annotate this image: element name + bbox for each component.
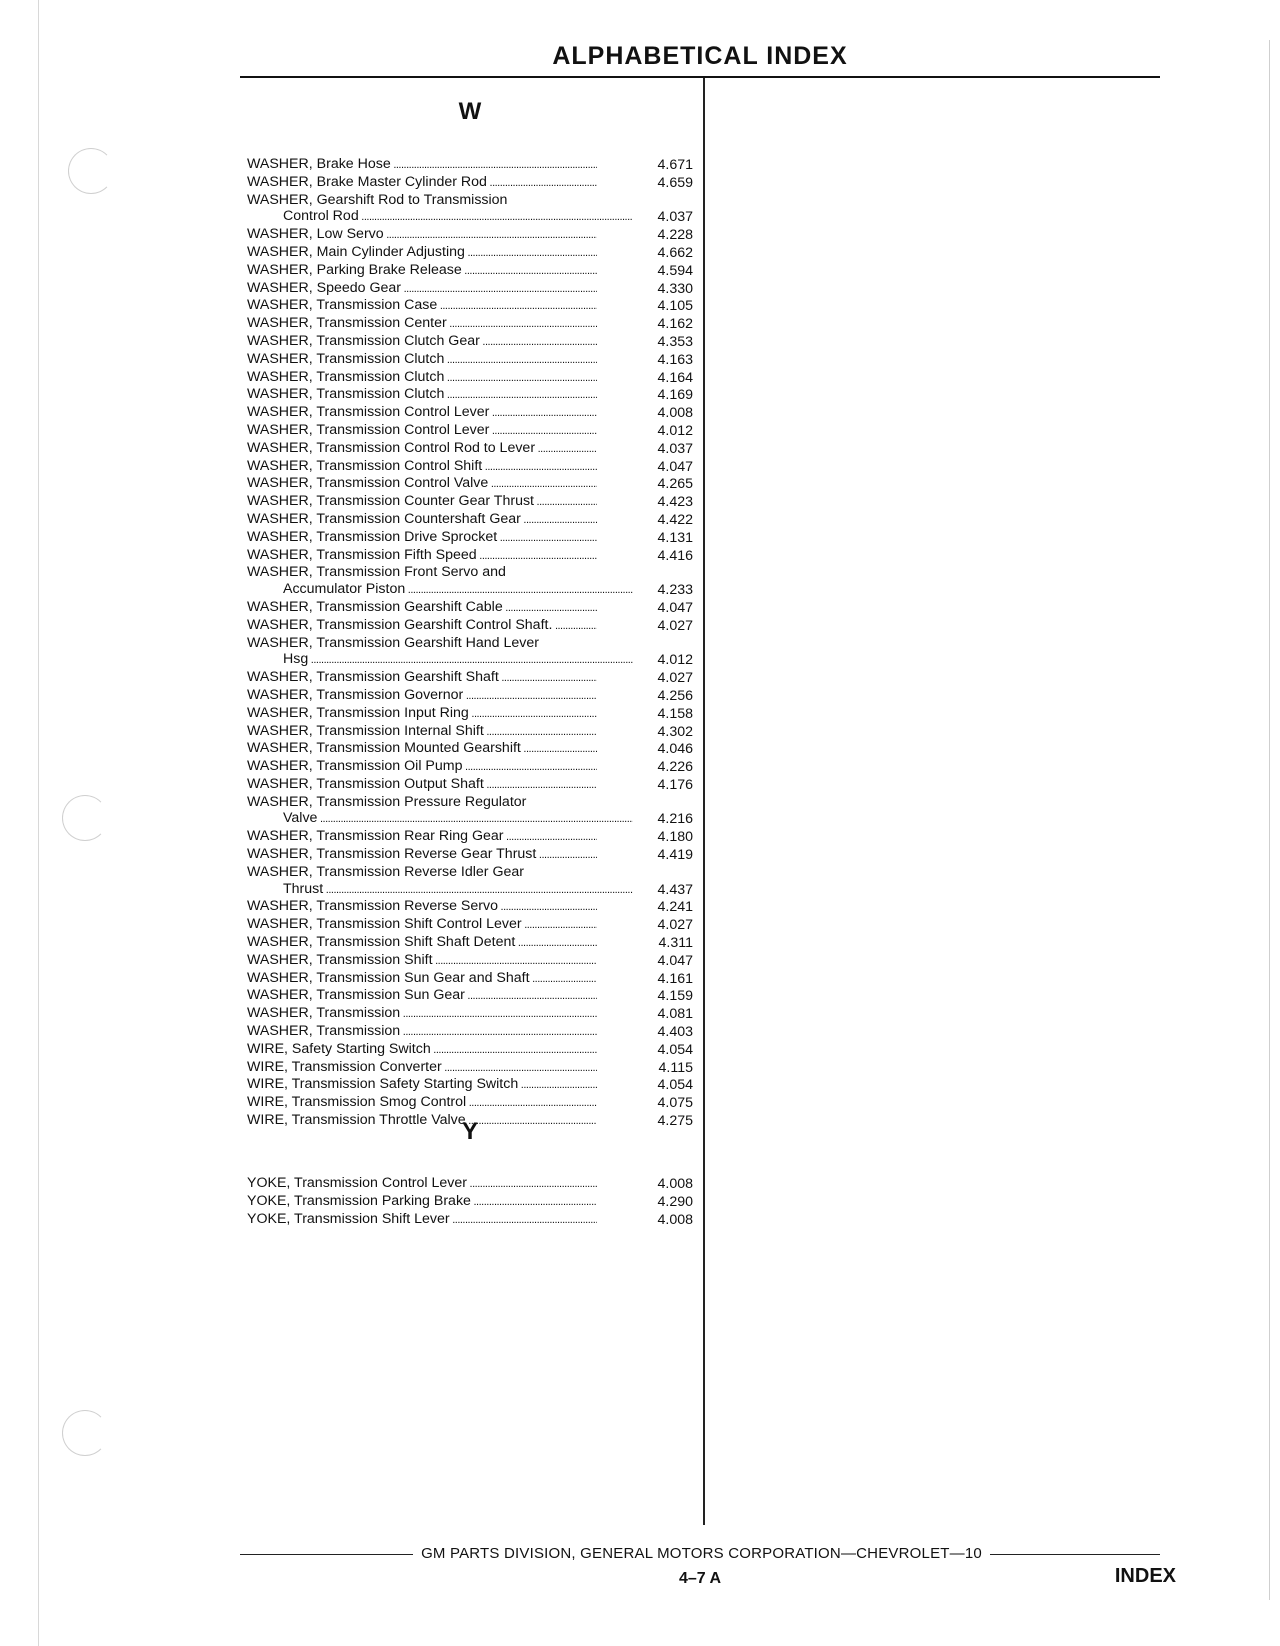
index-entry xyxy=(247,898,697,916)
index-entry xyxy=(247,297,697,315)
entry-page-number: 4.290 xyxy=(657,1193,693,1210)
index-entry xyxy=(247,226,697,244)
entry-title: WASHER, Transmission Clutch ..... xyxy=(247,386,597,404)
entry-page-number: 4.159 xyxy=(657,988,693,1005)
entry-page-number: 4.027 xyxy=(657,670,693,687)
entry-title: WASHER, Transmission Sun Gear and Shaft ..... xyxy=(247,970,597,988)
entry-page-number: 4.228 xyxy=(657,227,693,244)
footer-rule xyxy=(240,1554,413,1555)
entry-title: WASHER, Transmission Mounted Gearshift ..... xyxy=(247,740,597,758)
entry-page-number: 4.353 xyxy=(657,333,693,350)
index-entry xyxy=(247,493,697,511)
entry-page-number: 4.027 xyxy=(657,617,693,634)
index-entry xyxy=(247,669,697,687)
entry-title: WASHER, Transmission Control Lever ..... xyxy=(247,422,597,440)
entry-title: WASHER, Transmission Clutch ..... xyxy=(247,351,597,369)
index-entry xyxy=(247,916,697,934)
entry-title: WASHER, Transmission Control Shift ..... xyxy=(247,458,597,476)
entry-title: YOKE, Transmission Control Lever ..... xyxy=(247,1175,597,1193)
entry-title: WASHER, Transmission ..... xyxy=(247,1023,597,1041)
entry-page-number: 4.158 xyxy=(657,705,693,722)
entry-title: WASHER, Transmission Oil Pump ..... xyxy=(247,758,597,776)
entry-title: WASHER, Transmission Clutch Gear ..... xyxy=(247,333,597,351)
entry-page-number: 4.047 xyxy=(657,458,693,475)
entry-page-number: 4.226 xyxy=(657,759,693,776)
index-entry xyxy=(247,1193,697,1211)
index-entry xyxy=(247,687,697,705)
entry-page-number: 4.275 xyxy=(657,1113,693,1130)
index-entry xyxy=(247,156,697,174)
index-entry xyxy=(247,547,697,565)
entry-title: WASHER, Transmission Control Lever ..... xyxy=(247,404,597,422)
footer-section-label: INDEX xyxy=(1114,1565,1176,1587)
entry-title: WASHER, Transmission Countershaft Gear ..... xyxy=(247,511,597,529)
entry-title: WASHER, Transmission Sun Gear ..... xyxy=(247,987,597,1005)
entry-page-number: 4.008 xyxy=(657,1176,693,1192)
entry-page-number: 4.671 xyxy=(657,157,693,173)
index-entry xyxy=(247,351,697,369)
entry-title: WASHER, Brake Hose ..... xyxy=(247,156,597,174)
index-entry xyxy=(247,723,697,741)
index-entry xyxy=(247,244,697,262)
index-entry xyxy=(247,192,697,227)
page-edge xyxy=(1269,40,1270,1600)
entry-title: WASHER, Transmission Control Valve ..... xyxy=(247,475,597,493)
entry-page-number: 4.659 xyxy=(657,174,693,191)
entry-title: WASHER, Transmission Shift ..... xyxy=(247,952,597,970)
section-letter-y: Y xyxy=(461,1118,478,1145)
scan-artifact xyxy=(62,1410,108,1456)
index-entry xyxy=(247,404,697,422)
entry-title-continued: Control Rod ..... xyxy=(247,208,633,226)
entry-title: WASHER, Transmission ..... xyxy=(247,1005,597,1023)
entry-page-number: 4.012 xyxy=(657,422,693,439)
index-entry xyxy=(247,315,697,333)
entry-title: WASHER, Transmission Gearshift Hand Lever xyxy=(247,634,539,651)
entry-page-number: 4.422 xyxy=(657,511,693,528)
entry-title: WASHER, Transmission Drive Sprocket ..... xyxy=(247,529,597,547)
entry-title: YOKE, Transmission Parking Brake ..... xyxy=(247,1193,597,1211)
entry-title: WASHER, Transmission Shift Control Lever ..... xyxy=(247,916,597,934)
index-entry xyxy=(247,740,697,758)
entry-page-number: 4.265 xyxy=(657,476,693,493)
entry-title: WIRE, Transmission Throttle Valve ..... xyxy=(247,1112,597,1130)
index-entry xyxy=(247,1005,697,1023)
index-entry xyxy=(247,617,697,635)
entry-title: WIRE, Transmission Safety Starting Switch ..... xyxy=(247,1076,597,1094)
index-entry xyxy=(247,758,697,776)
entry-page-number: 4.594 xyxy=(657,262,693,279)
entry-title: WASHER, Transmission Clutch ..... xyxy=(247,369,597,387)
index-entry xyxy=(247,828,697,846)
index-entry xyxy=(247,864,697,899)
entry-title: WASHER, Brake Master Cylinder Rod ..... xyxy=(247,174,597,192)
entry-title: WASHER, Transmission Case ..... xyxy=(247,297,597,315)
entry-title: YOKE, Transmission Shift Lever ..... xyxy=(247,1211,597,1229)
entry-title-continued: Hsg ..... xyxy=(247,651,633,669)
page-edge xyxy=(38,0,39,1646)
index-entry xyxy=(247,262,697,280)
entry-title-continued: Accumulator Piston ..... xyxy=(247,581,633,599)
entry-page-number: 4.162 xyxy=(657,316,693,333)
header-rule xyxy=(240,76,1160,78)
entry-page-number: 4.047 xyxy=(657,952,693,969)
index-entry xyxy=(247,564,697,599)
page-number: 4–7 A xyxy=(678,1570,722,1587)
index-entry xyxy=(247,1094,697,1112)
index-entry xyxy=(247,1059,697,1077)
entry-page-number: 4.423 xyxy=(657,494,693,511)
index-entry xyxy=(247,369,697,387)
entry-page-number: 4.241 xyxy=(657,899,693,916)
index-entry xyxy=(247,599,697,617)
entry-title: WASHER, Gearshift Rod to Transmission xyxy=(247,191,508,208)
index-entry xyxy=(247,794,697,829)
entry-title: WASHER, Transmission Shift Shaft Detent ..... xyxy=(247,934,597,952)
index-entry xyxy=(247,511,697,529)
entry-title: WIRE, Transmission Converter ..... xyxy=(247,1059,597,1077)
entry-title: WASHER, Transmission Center ..... xyxy=(247,315,597,333)
entry-title: WASHER, Low Servo ..... xyxy=(247,226,597,244)
entry-title: WASHER, Transmission Input Ring ..... xyxy=(247,705,597,723)
index-entry xyxy=(247,1175,697,1193)
page-title: ALPHABETICAL INDEX xyxy=(552,42,848,70)
index-entry xyxy=(247,1211,697,1229)
entry-title: WIRE, Safety Starting Switch ..... xyxy=(247,1041,597,1059)
entry-page-number: 4.216 xyxy=(657,811,693,828)
entry-page-number: 4.008 xyxy=(657,1211,693,1228)
entry-page-number: 4.054 xyxy=(657,1041,693,1058)
entry-title: WASHER, Parking Brake Release ..... xyxy=(247,262,597,280)
index-entry xyxy=(247,1023,697,1041)
entry-title: WASHER, Transmission Reverse Idler Gear xyxy=(247,863,524,880)
index-entry xyxy=(247,422,697,440)
entry-title: WASHER, Transmission Reverse Gear Thrust ..... xyxy=(247,846,597,864)
entry-page-number: 4.169 xyxy=(657,387,693,404)
column-divider xyxy=(703,78,705,1525)
entry-page-number: 4.047 xyxy=(657,599,693,616)
entry-page-number: 4.180 xyxy=(657,829,693,846)
entry-title: WASHER, Transmission Rear Ring Gear ..... xyxy=(247,828,597,846)
entry-title: WASHER, Transmission Gearshift Cable ..... xyxy=(247,599,597,617)
index-entry xyxy=(247,970,697,988)
entry-page-number: 4.037 xyxy=(657,209,693,226)
entry-page-number: 4.662 xyxy=(657,244,693,261)
section-letter-w: W xyxy=(458,98,482,125)
entry-page-number: 4.046 xyxy=(657,741,693,758)
entry-page-number: 4.081 xyxy=(657,1006,693,1023)
entry-page-number: 4.403 xyxy=(657,1024,693,1041)
index-entry xyxy=(247,440,697,458)
entry-title: WASHER, Transmission Control Rod to Lever ..... xyxy=(247,440,597,458)
entry-title: WASHER, Transmission Output Shaft ..... xyxy=(247,776,597,794)
entry-title: WASHER, Transmission Governor ..... xyxy=(247,687,597,705)
index-entry xyxy=(247,529,697,547)
entry-title: WASHER, Transmission Front Servo and xyxy=(247,564,506,581)
entry-title: WASHER, Transmission Counter Gear Thrust ..... xyxy=(247,493,597,511)
entry-title-continued: Thrust ..... xyxy=(247,881,633,899)
entry-title-continued: Valve ..... xyxy=(247,810,633,828)
entry-page-number: 4.163 xyxy=(657,351,693,368)
footer-publisher: GM PARTS DIVISION, GENERAL MOTORS CORPORATION—CHEVROLET—10 xyxy=(421,1545,982,1562)
index-entry xyxy=(247,934,697,952)
entry-page-number: 4.233 xyxy=(657,582,693,599)
index-list-y xyxy=(247,1175,697,1228)
entry-page-number: 4.054 xyxy=(657,1077,693,1094)
entry-title: WASHER, Speedo Gear ..... xyxy=(247,280,597,298)
entry-title: WASHER, Main Cylinder Adjusting ..... xyxy=(247,244,597,262)
scan-artifact xyxy=(62,795,108,841)
entry-page-number: 4.176 xyxy=(657,776,693,793)
index-entry xyxy=(247,280,697,298)
entry-title: WASHER, Transmission Fifth Speed ..... xyxy=(247,547,597,565)
entry-title: WASHER, Transmission Gearshift Shaft ..... xyxy=(247,669,597,687)
index-entry xyxy=(247,475,697,493)
index-list-w xyxy=(247,156,697,1130)
index-entry xyxy=(247,952,697,970)
entry-page-number: 4.012 xyxy=(657,652,693,669)
entry-title: WASHER, Transmission Internal Shift ..... xyxy=(247,723,597,741)
entry-page-number: 4.161 xyxy=(657,970,693,987)
entry-page-number: 4.311 xyxy=(658,935,693,952)
entry-page-number: 4.115 xyxy=(658,1059,693,1076)
index-entry xyxy=(247,846,697,864)
index-entry xyxy=(247,987,697,1005)
entry-page-number: 4.105 xyxy=(657,298,693,315)
index-entry xyxy=(247,1041,697,1059)
entry-title: WIRE, Transmission Smog Control ..... xyxy=(247,1094,597,1112)
entry-page-number: 4.131 xyxy=(657,529,693,546)
index-entry xyxy=(247,776,697,794)
entry-title: WASHER, Transmission Gearshift Control Shaft. ..... xyxy=(247,617,597,635)
entry-title: WASHER, Transmission Pressure Regulator xyxy=(247,793,527,810)
entry-page-number: 4.302 xyxy=(657,723,693,740)
entry-page-number: 4.037 xyxy=(657,440,693,457)
index-entry xyxy=(247,705,697,723)
index-entry xyxy=(247,635,697,670)
entry-title: WASHER, Transmission Reverse Servo ..... xyxy=(247,898,597,916)
index-entry xyxy=(247,174,697,192)
entry-page-number: 4.164 xyxy=(657,369,693,386)
footer-rule xyxy=(990,1554,1160,1555)
entry-page-number: 4.008 xyxy=(657,405,693,422)
entry-page-number: 4.419 xyxy=(657,847,693,864)
index-entry xyxy=(247,1076,697,1094)
scan-artifact xyxy=(68,148,114,194)
entry-page-number: 4.027 xyxy=(657,917,693,934)
entry-page-number: 4.330 xyxy=(657,280,693,297)
entry-page-number: 4.075 xyxy=(657,1095,693,1112)
entry-page-number: 4.256 xyxy=(657,687,693,704)
entry-page-number: 4.437 xyxy=(657,881,693,898)
entry-page-number: 4.416 xyxy=(657,547,693,564)
index-entry xyxy=(247,333,697,351)
index-entry xyxy=(247,458,697,476)
index-entry xyxy=(247,386,697,404)
